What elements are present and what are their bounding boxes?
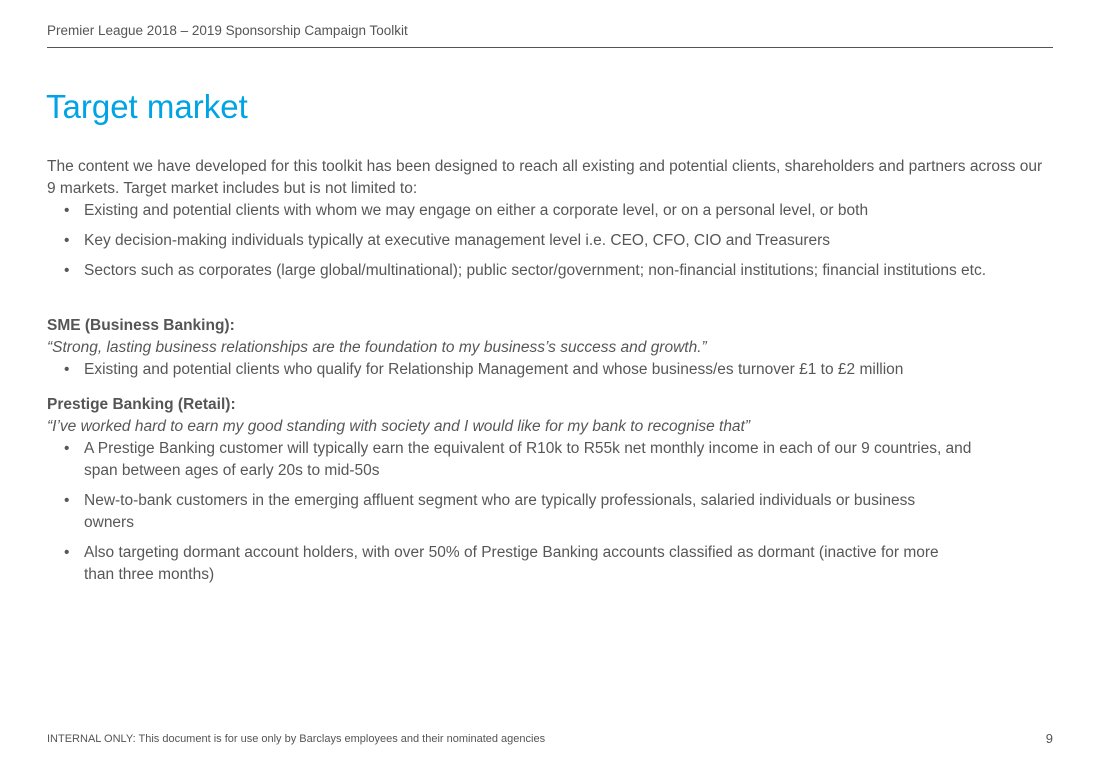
list-item: • Key decision-making individuals typically at executive management level i.e. CEO, CFO, CIO and Treasurers [64,230,1047,252]
intro-bullet-list [47,200,1047,282]
list-item: • A Prestige Banking customer will typically earn the equivalent of R10k to R55k net monthly income in each of our 9 countries, and span between ages of early 20s to mid-50s [64,438,989,482]
section-prestige [47,394,1047,586]
section-heading: SME (Business Banking): [47,317,235,334]
section-heading: Prestige Banking (Retail): [47,396,236,413]
page-number: 9 [1045,731,1053,746]
list-item: • Sectors such as corporates (large global/multinational); public sector/government; non-financial institutions; financial institutions etc. [64,260,1024,282]
document-title: Premier League 2018 – 2019 Sponsorship Campaign Toolkit [47,23,408,38]
main-content [47,156,1047,594]
page-header [47,22,1053,48]
page-footer [47,730,1053,750]
section-quote: “I’ve worked hard to earn my good standing with society and I would like for my bank to recognise that” [47,418,751,435]
section-bullet-list [47,438,1047,586]
section-quote: “Strong, lasting business relationships are the foundation to my business’s success and growth.” [47,339,707,356]
section-sme [47,315,1047,381]
list-item: • Existing and potential clients with whom we may engage on either a corporate level, or on a personal level, or both [64,200,1024,222]
section-bullet-list [47,359,1047,381]
page-title: Target market [46,88,248,125]
intro-paragraph: The content we have developed for this toolkit has been designed to reach all existing and potential clients, shareholders and partners across our 9 markets. Target market includes but is not limited to: [47,158,1043,197]
footer-disclaimer: INTERNAL ONLY: This document is for use only by Barclays employees and their nominated agencies [47,733,546,745]
list-item: • New-to-bank customers in the emerging affluent segment who are typically professionals, salaried individuals or business owners [64,490,964,534]
list-item: • Existing and potential clients who qualify for Relationship Management and whose business/es turnover £1 to £2 million [64,359,924,381]
list-item: • Also targeting dormant account holders, with over 50% of Prestige Banking accounts classified as dormant (inactive for more than three months) [64,542,944,586]
